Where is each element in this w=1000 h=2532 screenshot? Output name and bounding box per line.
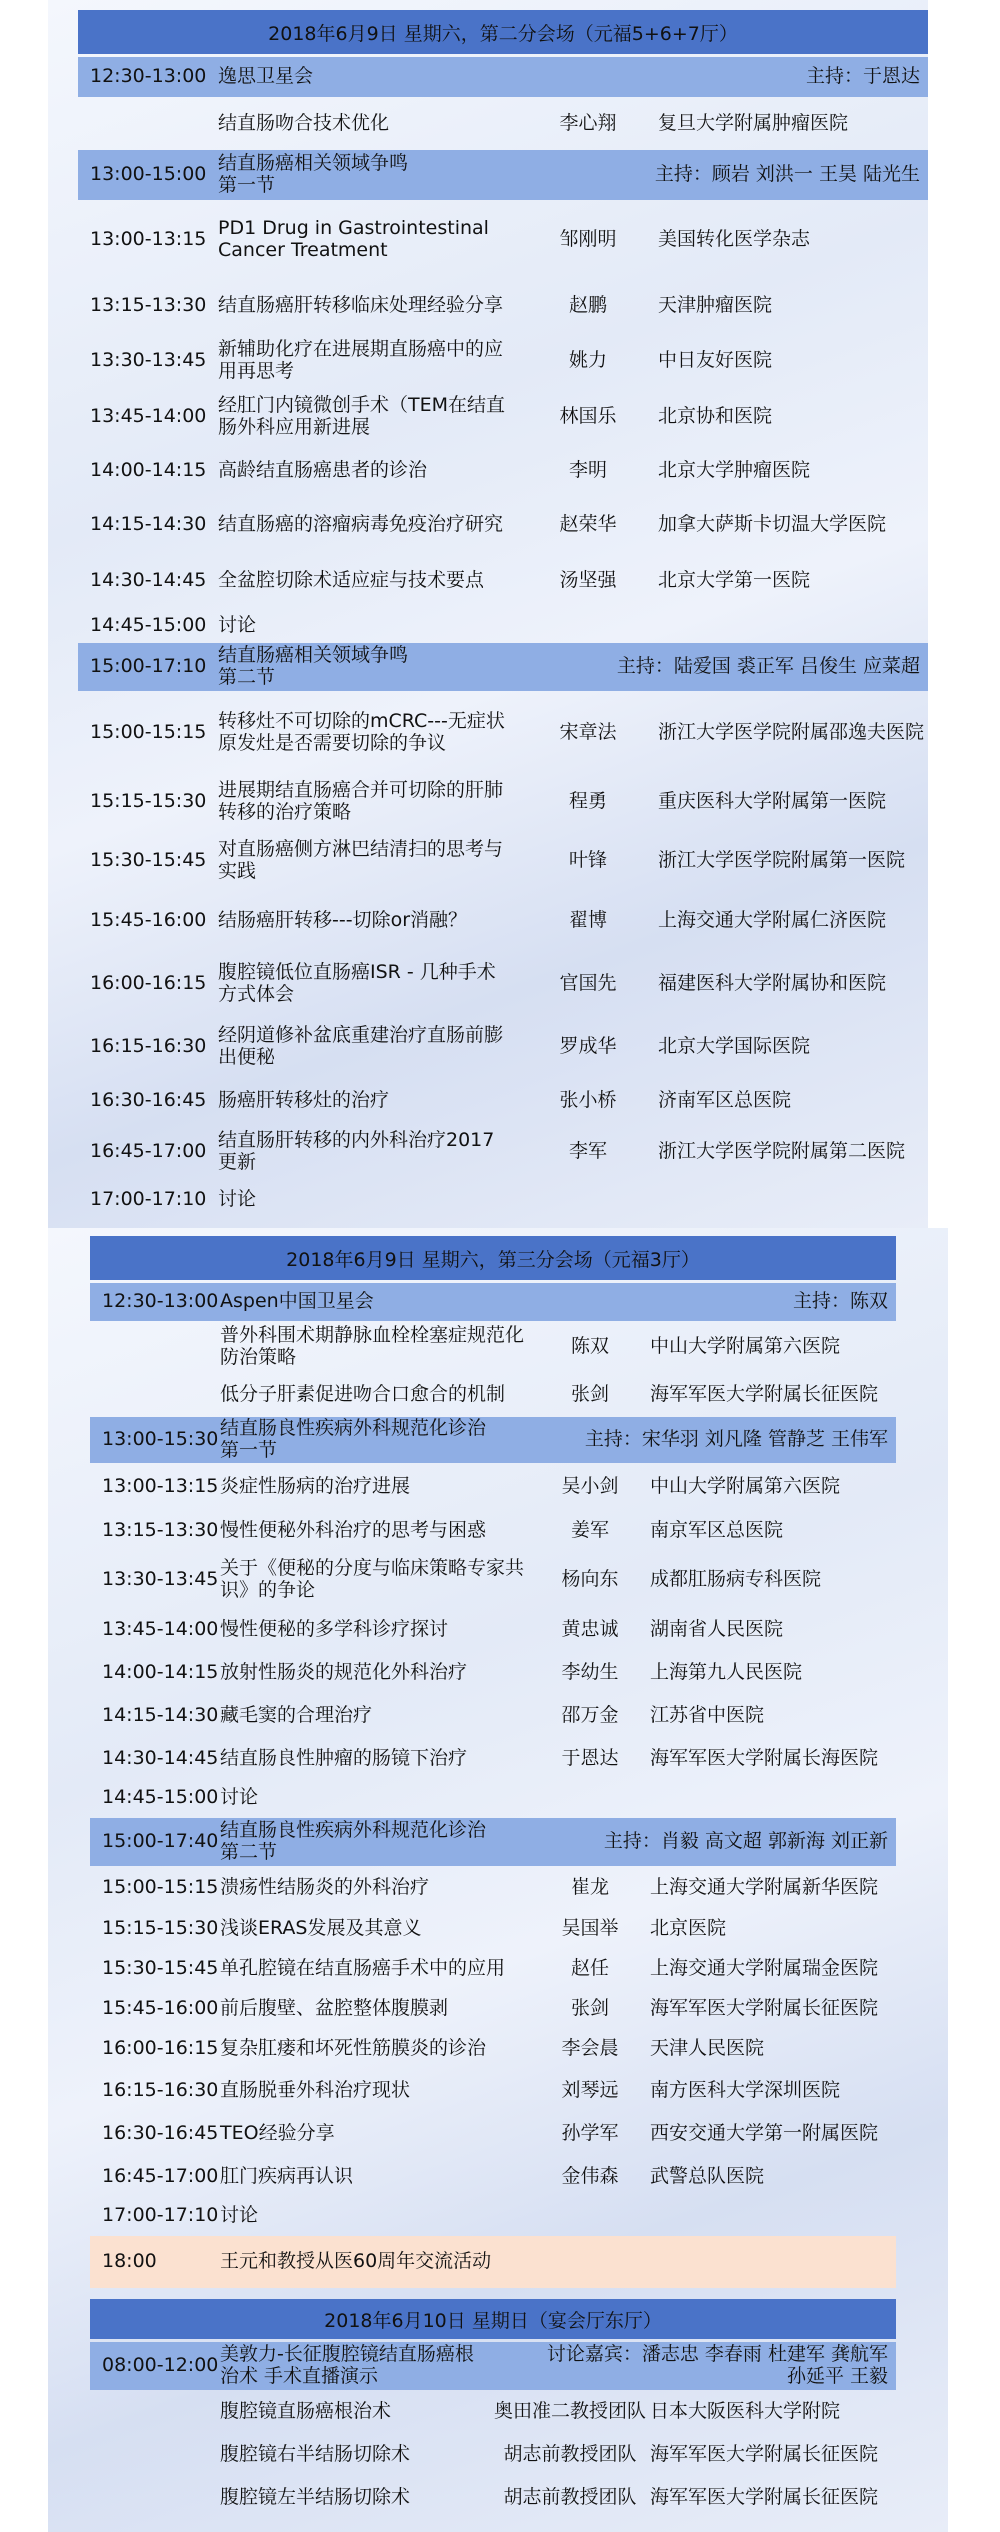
time-slot: 15:45-16:00 [102,1997,219,2020]
speaker-organization: 浙江大学医学院附属第一医院 [658,849,906,872]
schedule-row [78,100,928,148]
topic-title: 浅谈ERAS发展及其意义 [220,1917,422,1940]
speaker-name: 胡志前教授团队 [503,2443,637,2466]
speaker-name: 赵鹏 [568,294,607,317]
speaker-organization: 浙江大学医学院附属邵逸夫医院 [658,721,925,744]
schedule-row [90,1738,896,1780]
speaker-name: 崔龙 [570,1876,609,1899]
time-slot: 15:15-15:30 [102,1917,219,1940]
topic-title: 普外科围术期静脉血栓栓塞症规范化防治策略 [220,1324,525,1368]
time-slot: 16:45-17:00 [102,2165,219,2188]
schedule-row [78,554,928,608]
time-slot: 16:00-16:15 [90,972,207,995]
speaker-organization [650,2236,896,2288]
speaker-organization: 上海交通大学附属新华医院 [650,1876,879,1899]
schedule-row [90,2477,896,2519]
speaker-organization [658,1180,928,1220]
speaker-name: 李军 [568,1140,607,1163]
time-slot [96,1374,226,1416]
time-slot: 16:00-16:15 [102,2037,219,2060]
topic-title: 肛门疾病再认识 [220,2165,354,2188]
time-slot: 14:15-14:30 [90,513,207,536]
time-slot: 14:45-15:00 [102,1786,219,1809]
session-host: 主持：陈双 [792,1290,888,1313]
topic-title: 炎症性肠病的治疗进展 [220,1475,411,1498]
speaker-name: 叶锋 [568,849,607,872]
special-event-row [90,2236,896,2288]
time-slot: 16:15-16:30 [102,2079,219,2102]
speaker-name: 罗成华 [559,1035,617,1058]
topic-title: 溃疡性结肠炎的外科治疗 [220,1876,430,1899]
speaker-organization: 海军军医大学附属长征医院 [650,2443,879,2466]
time-slot: 12:30-13:00 [102,1290,219,1313]
speaker-organization: 北京协和医院 [658,405,773,428]
speaker-organization: 美国转化医学杂志 [658,228,811,251]
speaker-organization: 南京军区总医院 [650,1519,784,1542]
topic-title: 讨论 [220,2204,259,2227]
time-slot: 15:30-15:45 [90,849,207,872]
schedule-row [90,1949,896,1989]
speaker-organization: 南方医科大学深圳医院 [650,2079,841,2102]
speaker-name: 于恩达 [561,1747,619,1770]
speaker-name: 翟博 [568,909,607,932]
section-header-row [78,150,928,200]
time-slot: 13:00-15:30 [102,1428,219,1451]
time-slot: 13:15-13:30 [102,1519,219,1542]
time-slot: 13:00-13:15 [102,1475,219,1498]
time-slot: 18:00 [102,2250,157,2273]
speaker-organization: 海军军医大学附属长征医院 [650,2486,879,2509]
session-host: 主持：于恩达 [805,65,920,88]
section-header-row [90,1417,896,1463]
speaker-organization: 中日友好医院 [658,348,773,371]
topic-title: 腹腔镜左半结肠切除术 [220,2486,411,2509]
speaker-organization: 北京医院 [650,1917,727,1940]
speaker-name: 姚力 [568,348,607,371]
topic-title: 结直肠癌肝转移临床处理经验分享 [218,294,504,317]
time-slot: 14:00-14:15 [102,1661,219,1684]
section-header-row [78,57,928,97]
session-host: 主持：宋华羽 刘凡隆 管静芝 王伟军 [584,1428,888,1451]
topic-title: 结肠癌肝转移---切除or消融？ [218,909,468,932]
speaker-name: 林国乐 [559,405,617,428]
speaker-name: 官国先 [559,972,617,995]
topic-title: 腹腔镜直肠癌根治术 [220,2400,392,2423]
time-slot: 13:00-13:15 [90,228,207,251]
speaker-name: 刘琴远 [561,2079,619,2102]
topic-title: PD1 Drug in Gastrointestinal Cancer Treatment [218,217,489,261]
topic-title: 单孔腔镜在结直肠癌手术中的应用 [220,1957,506,1980]
section-header-row [78,643,928,691]
time-slot: 14:30-14:45 [102,1747,219,1770]
speaker-name: 张剑 [570,1997,609,2020]
speaker-name: 张剑 [570,1383,609,1406]
time-slot: 14:00-14:15 [90,459,207,482]
time-slot: 17:00-17:10 [90,1188,207,1211]
topic-title: 结直肠吻合技术优化 [218,112,390,135]
topic-title: 经阴道修补盆底重建治疗直肠前膨出便秘 [218,1024,504,1068]
session-host: 主持：肖毅 高文超 郭新海 刘正新 [603,1830,888,1853]
topic-title: 低分子肝素促进吻合口愈合的机制 [220,1383,506,1406]
topic-title: 肠癌肝转移灶的治疗 [218,1089,390,1112]
section-header-row [90,1818,896,1866]
topic-title: 关于《便秘的分度与临床策略专家共识》的争论 [220,1557,525,1601]
time-slot: 16:30-16:45 [102,2122,219,2145]
schedule-row [90,2156,896,2198]
time-slot [96,2434,226,2476]
schedule-row [78,1017,928,1077]
time-slot: 12:30-13:00 [90,65,207,88]
topic-title: 腹腔镜右半结肠切除术 [220,2443,411,2466]
time-slot: 15:00-17:40 [102,1830,219,1853]
session-table-2 [90,1236,896,2273]
topic-title: 结直肠良性疾病外科规范化诊治 第二节 [220,1819,487,1863]
speaker-organization: 成都肛肠病专科医院 [650,1568,822,1591]
topic-title: 放射性肠炎的规范化外科治疗 [220,1661,468,1684]
schedule-row [78,447,928,495]
topic-title: 全盆腔切除术适应症与技术要点 [218,569,485,592]
schedule-row [90,1867,896,1909]
schedule-row [90,1464,896,1510]
speaker-name: 陈双 [570,1335,609,1358]
schedule-row [90,2391,896,2433]
speaker-name: 胡志前教授团队 [503,2486,637,2509]
speaker-name: 杨向东 [561,1568,619,1591]
speaker-name: 李会晨 [561,2037,619,2060]
schedule-row [78,693,928,773]
schedule-row [90,1374,896,1416]
section-header-row [90,1283,896,1321]
topic-title: 进展期结直肠癌合并可切除的肝肺转移的治疗策略 [218,779,504,823]
topic-title: 对直肠癌侧方淋巴结清扫的思考与实践 [218,838,504,882]
time-slot: 17:00-17:10 [102,2204,219,2227]
topic-title: 讨论 [218,614,257,637]
speaker-name: 李幼生 [561,1661,619,1684]
speaker-name [518,1180,658,1220]
speaker-name: 吴国举 [561,1917,619,1940]
schedule-row [78,333,928,388]
schedule-row [90,2113,896,2155]
speaker-organization: 北京大学国际医院 [658,1035,811,1058]
session-table-3 [90,2299,896,2509]
time-slot: 13:30-13:45 [102,1568,219,1591]
speaker-name: 赵荣华 [559,513,617,536]
schedule-row [78,497,928,553]
time-slot: 15:00-17:10 [90,655,207,678]
speaker-organization: 北京大学肿瘤医院 [658,459,811,482]
schedule-row [78,1180,928,1220]
schedule-row [90,1552,896,1608]
speaker-organization: 海军军医大学附属长征医院 [650,1997,879,2020]
speaker-organization: 西安交通大学第一附属医院 [650,2122,879,2145]
topic-title: Aspen中国卫星会 [220,1290,374,1313]
session-title: 2018年6月9日 星期六，第三分会场（元福3厅） [90,1236,896,1280]
session-host: 主持：陆爱国 裘正军 吕俊生 应菜超 [616,655,920,678]
speaker-organization: 福建医科大学附属协和医院 [658,972,887,995]
topic-title: 高龄结直肠癌患者的诊治 [218,459,428,482]
speaker-organization: 上海第九人民医院 [650,1661,803,1684]
time-slot: 14:15-14:30 [102,1704,219,1727]
speaker-name [530,1781,650,1815]
topic-title: 新辅助化疗在进展期直肠癌中的应用再思考 [218,337,504,382]
speaker-name: 汤坚强 [559,569,617,592]
speaker-organization: 上海交通大学附属瑞金医院 [650,1957,879,1980]
schedule-row [90,1609,896,1651]
speaker-name: 李心翔 [559,112,617,135]
topic-title: 直肠脱垂外科治疗现状 [220,2079,411,2102]
session-title: 2018年6月9日 星期六，第二分会场（元福5+6+7厅） [78,10,928,54]
topic-title: 藏毛窦的合理治疗 [220,1704,373,1727]
topic-title: 慢性便秘外科治疗的思考与困惑 [220,1519,487,1542]
speaker-organization: 中山大学附属第六医院 [650,1335,841,1358]
speaker-name: 邵万金 [561,1704,619,1727]
speaker-name: 吴小剑 [561,1475,619,1498]
schedule-row [78,1078,928,1124]
speaker-organization: 上海交通大学附属仁济医院 [658,909,887,932]
topic-title: 转移灶不可切除的mCRC---无症状原发灶是否需要切除的争议 [218,710,505,754]
schedule-row [90,1511,896,1551]
time-slot: 13:45-14:00 [90,405,207,428]
speaker-name [518,609,658,643]
schedule-row [78,389,928,445]
time-slot: 16:30-16:45 [90,1089,207,1112]
schedule-row [90,2434,896,2476]
speaker-name: 程勇 [568,790,607,813]
speaker-organization: 江苏省中医院 [650,1704,765,1727]
schedule-row [78,202,928,278]
time-slot: 16:15-16:30 [90,1035,207,1058]
schedule-row [90,1910,896,1948]
speaker-organization: 日本大阪医科大学附院 [650,2400,841,2423]
speaker-organization [650,2199,896,2233]
schedule-row [78,609,928,643]
speaker-organization: 复旦大学附属肿瘤医院 [658,112,849,135]
speaker-name: 宋章法 [559,721,617,744]
speaker-organization [658,609,928,643]
schedule-row [78,892,928,950]
time-slot: 15:15-15:30 [90,790,207,813]
speaker-name: 黄忠诚 [561,1618,619,1641]
speaker-name: 邹刚明 [559,228,617,251]
topic-title: 慢性便秘的多学科诊疗探讨 [220,1618,449,1641]
session-table-1 [78,10,928,1211]
speaker-organization: 海军军医大学附属长海医院 [650,1747,879,1770]
speaker-organization: 济南军区总医院 [658,1089,792,1112]
session-title: 2018年6月10日 星期日（宴会厅东厅） [90,2299,896,2339]
schedule-row [90,2199,896,2233]
schedule-row [90,1990,896,2028]
topic-title: 结直肠肝转移的内外科治疗2017更新 [218,1129,495,1173]
time-slot: 08:00-12:00 [102,2354,219,2377]
time-slot: 13:00-15:00 [90,163,207,186]
topic-title: 复杂肛瘘和坏死性筋膜炎的诊治 [220,2037,487,2060]
schedule-row [90,1695,896,1737]
speaker-name: 金伟森 [561,2165,619,2188]
speaker-organization: 重庆医科大学附属第一医院 [658,790,887,813]
schedule-row [90,1652,896,1694]
topic-title: 腹腔镜低位直肠癌ISR - 几种手术方式体会 [218,961,496,1005]
speaker-organization [650,1781,896,1815]
schedule-row [78,279,928,333]
speaker-organization: 北京大学第一医院 [658,569,811,592]
speaker-organization: 天津人民医院 [650,2037,765,2060]
topic-title: 结直肠癌相关领域争鸣 第一节 [218,152,409,196]
speaker-name: 姜军 [570,1519,609,1542]
speaker-name: 赵任 [570,1957,609,1980]
topic-title: 讨论 [218,1188,257,1211]
speaker-name: 孙学军 [561,2122,619,2145]
time-slot [96,2391,226,2433]
topic-title: 前后腹壁、盆腔整体腹膜剥 [220,1997,449,2020]
time-slot: 13:30-13:45 [90,348,207,371]
time-slot [96,2477,226,2519]
session-host: 主持：顾岩 刘洪一 王昊 陆光生 [654,163,920,186]
topic-title: 美敦力-长征腹腔镜结直肠癌根治术 手术直播演示 [220,2343,474,2387]
time-slot: 15:00-15:15 [90,721,207,744]
section-header-row [90,2342,896,2390]
time-slot [96,1321,226,1373]
speaker-name [530,2236,650,2288]
topic-title: 王元和教授从医60周年交流活动 [220,2250,492,2273]
topic-title: 经肛门内镜微创手术（TEM在结直肠外科应用新进展 [218,394,506,438]
speaker-organization: 浙江大学医学院附属第二医院 [658,1140,906,1163]
time-slot: 14:45-15:00 [90,614,207,637]
time-slot: 15:00-15:15 [102,1876,219,1899]
schedule-row [90,1321,896,1373]
topic-title: 结直肠癌的溶瘤病毒免疫治疗研究 [218,513,504,536]
time-slot: 13:15-13:30 [90,294,207,317]
speaker-name: 张小桥 [559,1089,617,1112]
schedule-row [78,1125,928,1179]
speaker-organization: 海军军医大学附属长征医院 [650,1383,879,1406]
schedule-row [90,1781,896,1815]
speaker-organization: 武警总队医院 [650,2165,765,2188]
time-slot: 14:30-14:45 [90,569,207,592]
schedule-row [78,831,928,891]
speaker-name: 奥田准二教授团队 [493,2400,646,2423]
speaker-organization: 中山大学附属第六医院 [650,1475,841,1498]
speaker-organization: 天津肿瘤医院 [658,294,773,317]
topic-title: 结直肠良性疾病外科规范化诊治 第一节 [220,1417,487,1461]
time-slot [84,100,224,148]
topic-title: 讨论 [220,1786,259,1809]
schedule-row [78,774,928,830]
schedule-row [90,2029,896,2069]
time-slot: 15:30-15:45 [102,1957,219,1980]
time-slot: 13:45-14:00 [102,1618,219,1641]
speaker-organization: 加拿大萨斯卡切温大学医院 [658,513,887,536]
time-slot: 16:45-17:00 [90,1140,207,1163]
speaker-organization: 湖南省人民医院 [650,1618,784,1641]
topic-title: 结直肠良性肿瘤的肠镜下治疗 [220,1747,468,1770]
speaker-name [530,2199,650,2233]
schedule-row [90,2070,896,2112]
topic-title: TEO经验分享 [220,2122,335,2145]
topic-title: 结直肠癌相关领域争鸣 第二节 [218,644,409,688]
time-slot: 15:45-16:00 [90,909,207,932]
topic-title: 逸思卫星会 [218,65,314,88]
schedule-row [78,952,928,1016]
session-host: 讨论嘉宾：潘志忠 李春雨 杜建军 龚航军 孙延平 王毅 [546,2343,888,2387]
speaker-name: 李明 [568,459,607,482]
